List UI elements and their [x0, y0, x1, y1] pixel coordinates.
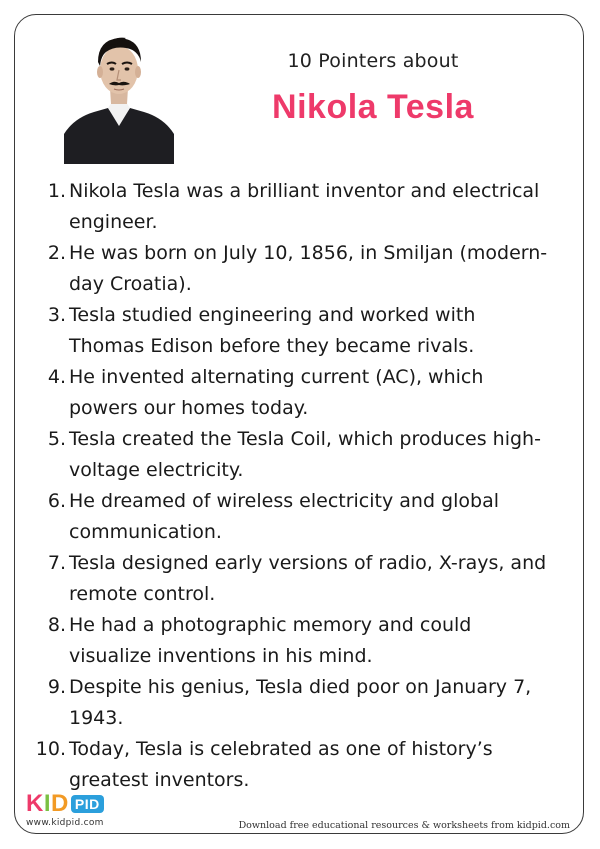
facts-list — [34, 176, 554, 796]
fact-item — [34, 548, 554, 610]
fact-number: 6. — [47, 490, 66, 512]
fact-text: Tesla designed early versions of radio, X-rays, and remote control. — [69, 552, 547, 605]
fact-text: Despite his genius, Tesla died poor on January 7, 1943. — [69, 676, 532, 729]
fact-text: Today, Tesla is celebrated as one of history’s greatest inventors. — [69, 738, 493, 791]
fact-number: 7. — [47, 552, 66, 574]
fact-number: 8. — [47, 614, 66, 636]
brand-pid-badge: PID — [71, 795, 104, 813]
fact-number: 3. — [47, 304, 66, 326]
fact-item — [34, 672, 554, 734]
header-subtitle: 10 Pointers about — [287, 50, 459, 72]
tesla-portrait-image — [64, 22, 174, 164]
brand-letter-i: I — [43, 790, 52, 817]
fact-text: Tesla studied engineering and worked with Thomas Edison before they became rivals. — [69, 304, 476, 357]
fact-item — [34, 176, 554, 238]
fact-number: 1. — [47, 180, 66, 202]
footer-download-note: Download free educational resources & worksheets from kidpid.com — [238, 820, 570, 831]
fact-text: He invented alternating current (AC), which powers our homes today. — [69, 366, 484, 419]
fact-number: 10. — [35, 738, 66, 760]
fact-text: He had a photographic memory and could visualize inventions in his mind. — [69, 614, 472, 667]
fact-text: Nikola Tesla was a brilliant inventor and electrical engineer. — [69, 180, 540, 233]
fact-item — [34, 424, 554, 486]
fact-item — [34, 300, 554, 362]
fact-number: 9. — [47, 676, 66, 698]
fact-text: Tesla created the Tesla Coil, which produces high-voltage electricity. — [69, 428, 541, 481]
brand-url-link[interactable]: www.kidpid.com — [26, 818, 104, 828]
fact-text: He was born on July 10, 1856, in Smiljan (modern-day Croatia). — [69, 242, 548, 295]
brand-letter-d: D — [51, 790, 69, 817]
brand-letter-k: K — [26, 790, 44, 817]
fact-number: 2. — [47, 242, 66, 264]
fact-item — [34, 610, 554, 672]
portrait-icon — [64, 22, 174, 164]
kidpid-brand[interactable] — [26, 792, 136, 828]
page-title: Nikola Tesla — [272, 88, 474, 126]
fact-text: He dreamed of wireless electricity and global communication. — [69, 490, 499, 543]
fact-number: 4. — [47, 366, 66, 388]
fact-item — [34, 734, 554, 796]
fact-item — [34, 486, 554, 548]
fact-item — [34, 362, 554, 424]
fact-number: 5. — [47, 428, 66, 450]
kidpid-logo — [26, 792, 136, 816]
fact-item — [34, 238, 554, 300]
